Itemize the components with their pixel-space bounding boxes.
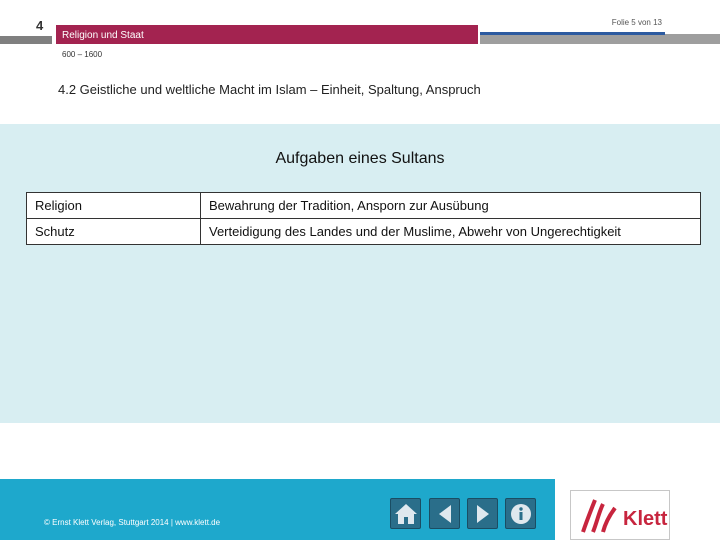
home-button[interactable] [390, 498, 421, 529]
forward-button[interactable] [467, 498, 498, 529]
slide-counter: Folie 5 von 13 [611, 18, 662, 27]
row-value: Verteidigung des Landes und der Muslime, Abwehr von Ungerechtigkeit [201, 219, 701, 245]
header-left-bar [0, 36, 52, 44]
row-value: Bewahrung der Tradition, Ansporn zur Ausübung [201, 193, 701, 219]
period-label: 600 – 1600 [62, 50, 103, 59]
back-icon [435, 504, 455, 524]
klett-leaf-icon [577, 496, 621, 536]
table-heading: Aufgaben eines Sultans [275, 150, 445, 167]
header-right-bar [480, 34, 720, 44]
info-icon [510, 503, 532, 525]
chapter-title: Religion und Staat [62, 30, 144, 41]
table-row [27, 219, 701, 245]
info-button[interactable] [505, 498, 536, 529]
tasks-table [26, 192, 701, 245]
table-row [27, 193, 701, 219]
row-key: Religion [27, 193, 201, 219]
header-right-accent [480, 32, 665, 35]
forward-icon [473, 504, 493, 524]
row-key: Schutz [27, 219, 201, 245]
chapter-number: 4 [36, 18, 44, 33]
content-area [0, 124, 720, 423]
logo-text: Klett [623, 508, 668, 530]
home-icon [394, 503, 418, 525]
section-title: 4.2 Geistliche und weltliche Macht im Islam – Einheit, Spaltung, Anspruch [58, 82, 481, 97]
copyright-text: © Ernst Klett Verlag, Stuttgart 2014 | www.klett.de [44, 518, 221, 527]
back-button[interactable] [429, 498, 460, 529]
